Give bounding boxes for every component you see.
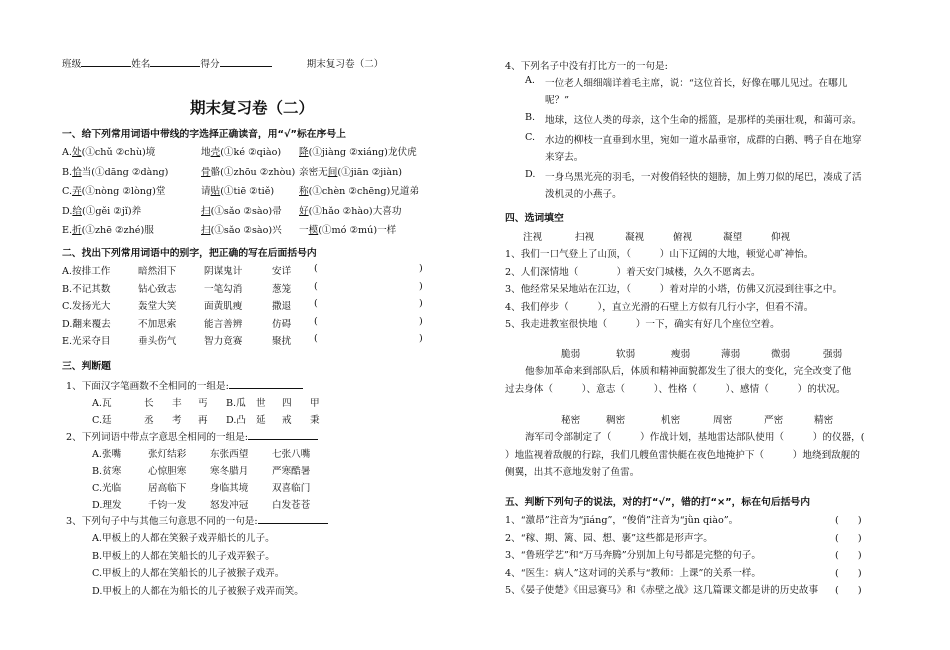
word-choice[interactable]: 注视	[523, 232, 543, 243]
pinyin-item-options: (①tiē ②tiě)	[220, 186, 275, 197]
answer-bracket-close[interactable]: )	[419, 263, 423, 274]
pinyin-item-options: (①ké ②qiào)	[220, 147, 282, 158]
typo-word: 仿碍	[272, 318, 292, 330]
q1-stem-text: 1、下面汉字笔画数不全相同的一组是:	[66, 381, 229, 392]
judgement-answer-bracket[interactable]: ( )	[835, 532, 862, 544]
pinyin-item-prefix: B.	[62, 166, 73, 178]
pinyin-target-char: 称	[299, 186, 309, 197]
pinyin-item-options: (①nòng ②lòng)堂	[81, 186, 166, 197]
word-choice[interactable]: 机密	[661, 415, 681, 426]
meaning-option-word[interactable]: C.光临	[92, 483, 122, 494]
page-title: 期末复习卷（二）	[190, 99, 315, 117]
sentence-option[interactable]: A.甲板上的人都在笑猴子戏弄船长的儿子。	[92, 533, 275, 544]
word-choice[interactable]: 扫视	[575, 232, 595, 243]
pinyin-target-char: 模	[308, 225, 319, 236]
q4-option-label[interactable]: C.	[525, 132, 536, 143]
answer-bracket-open[interactable]: (	[314, 280, 318, 292]
typo-word: B.不记其数	[62, 283, 111, 295]
q4-option-text: 地球，这位人类的母亲，这个生命的摇篮，是那样的美丽壮观，和蔼可亲。	[545, 115, 862, 126]
typo-word: 面黄肌瘦	[204, 301, 243, 312]
section1-heading: 一、给下列常用词语中带线的字选择正确读音，用“√”标在序号上	[62, 129, 346, 140]
section3-q3-stem	[66, 513, 328, 527]
pinyin-item-prefix: E.	[62, 225, 73, 236]
fill-blank-paragraph-line[interactable]: 过去身体（ ）、意志（ ）、性格（ ）、感情（ ）的状况。	[505, 383, 846, 395]
typo-word: 能言善辨	[204, 318, 243, 330]
pinyin-target-char: 好	[299, 205, 309, 217]
pinyin-item[interactable]	[201, 144, 281, 158]
sentence-option[interactable]: D.甲板上的人都在为船长的儿子被猴子戏弄而笑。	[92, 585, 304, 597]
typo-word: E.光采夺目	[62, 336, 111, 347]
pinyin-target-char: 恰	[72, 166, 82, 178]
meaning-option-word: 张灯结彩	[148, 449, 187, 460]
typo-word: 不加思索	[138, 318, 177, 330]
meaning-option-word: 七张八嘴	[272, 449, 311, 460]
stroke-option-char: 丐	[198, 398, 208, 409]
pinyin-item-options: (①hǎo ②hào)大喜功	[308, 205, 402, 217]
student-info-line	[62, 56, 383, 70]
meaning-option-word: 寒冬腊月	[210, 466, 249, 477]
pinyin-target-char: 降	[299, 147, 309, 158]
section3-heading: 三、判断题	[62, 361, 111, 372]
score-blank[interactable]	[220, 56, 272, 67]
fill-blank-sentence[interactable]: 1、我们一口气登上了山顶，（ ）山下辽阔的大地，顿觉心旷神怡。	[505, 249, 814, 260]
pinyin-item-options: (①chèn ②chēng)兄道弟	[308, 186, 420, 197]
pinyin-item[interactable]	[299, 183, 419, 197]
stroke-option-char: 四	[282, 398, 292, 409]
answer-bracket-open[interactable]: (	[314, 315, 318, 327]
meaning-option-word: 东张西望	[210, 449, 249, 460]
sentence-option[interactable]: C.甲板上的人都在笑船长的儿子被猴子戏弄。	[92, 568, 285, 579]
q4-option-label[interactable]: A.	[525, 75, 535, 86]
stroke-option-char: 世	[256, 398, 266, 409]
judgement-answer-bracket[interactable]: ( )	[835, 515, 862, 526]
pinyin-item-options: (①zhē ②zhé)服	[81, 225, 154, 236]
section5-heading: 五、判断下列句子的说法，对的打“√”，错的打“×”，标在句后括号内	[505, 497, 811, 508]
stroke-option-char: 丞	[144, 415, 154, 426]
meaning-option-word: 心惊胆寒	[148, 466, 187, 477]
paper-name: 期末复习卷（二）	[306, 59, 384, 70]
meaning-option-word: 身临其境	[210, 483, 249, 494]
meaning-option-word: 严寒酷暑	[272, 466, 311, 477]
pinyin-item-options: (①mó ②mú)一样	[318, 225, 397, 236]
pinyin-item[interactable]	[201, 222, 282, 236]
q4-option-text: 来穿去。	[545, 152, 584, 163]
fill-blank-sentence[interactable]: 3、他经常呆呆地站在江边，（ ）着对岸的小塔，仿佛又沉浸到往事之中。	[505, 284, 843, 295]
judgement-statement: 5、《晏子使楚》《田忌赛马》和《赤壁之战》这几篇课文都是讲的历史故事	[505, 585, 819, 596]
typo-word: 撒退	[272, 301, 292, 312]
pinyin-item[interactable]	[299, 164, 402, 178]
section3-q4-stem: 4、下列名子中没有打比方一的一句是:	[505, 61, 668, 72]
word-choice[interactable]: 俯视	[673, 232, 693, 243]
stroke-option-char: 长	[144, 398, 154, 409]
stroke-option-char: 秉	[310, 415, 320, 426]
typo-word: 葱笼	[272, 283, 292, 295]
pinyin-item[interactable]	[299, 203, 401, 217]
pinyin-item[interactable]	[62, 164, 168, 178]
word-choice[interactable]: 强弱	[823, 349, 843, 360]
typo-word: 一笔勾消	[204, 283, 243, 295]
word-choice[interactable]: 薄弱	[721, 349, 741, 360]
q2-stem-text: 2、下列词语中带点字意思全相同的一组是:	[66, 432, 249, 443]
stroke-option-char[interactable]: C.廷	[92, 415, 112, 426]
typo-word: 安详	[272, 266, 292, 277]
stroke-option-char[interactable]: B.瓜	[226, 398, 246, 409]
judgement-statement: 3、“鲁班学艺”和“万马奔腾”分别加上句号都是完整的句子。	[505, 550, 761, 561]
fill-blank-paragraph-line[interactable]: 侧翼，出其不意地发射了鱼雷。	[505, 467, 640, 478]
answer-bracket-open[interactable]: (	[314, 263, 318, 274]
fill-blank-paragraph-line[interactable]: 海军司令部制定了（ ）作战计划，基地雷达部队使用（ ）的仪器，(	[525, 432, 865, 443]
answer-bracket-open[interactable]: (	[314, 333, 318, 344]
judgement-statement: 2、“稼、期、篱、园、想、裹”这些都是形声字。	[505, 532, 713, 544]
pinyin-item[interactable]	[62, 183, 165, 197]
fill-blank-sentence[interactable]: 4、我们停步（ ），直立光滑的石壁上方似有几行小字，但看不清。	[505, 301, 814, 313]
q2-answer-blank[interactable]	[248, 429, 318, 440]
stroke-option-char: 甲	[310, 398, 320, 409]
typo-word: 暗然泪下	[138, 266, 177, 277]
answer-bracket-close[interactable]: )	[419, 280, 423, 292]
answer-bracket-open[interactable]: (	[314, 298, 318, 309]
judgement-answer-bracket[interactable]: ( )	[835, 550, 862, 561]
score-label: 得分	[200, 59, 220, 70]
word-choice[interactable]: 软弱	[616, 349, 636, 360]
meaning-option-word[interactable]: B.贫寒	[92, 466, 122, 477]
q4-option-text: 一位老人细细端详着毛主席，说：“这位首长，好像在哪儿见过。在哪儿	[545, 78, 848, 89]
class-blank[interactable]	[81, 56, 131, 67]
word-choice[interactable]: 脆弱	[561, 349, 581, 360]
pinyin-item-prefix: 一	[299, 225, 309, 236]
class-label: 班级	[62, 59, 82, 70]
pinyin-item-prefix: 地	[201, 147, 211, 158]
meaning-option-word: 白发苍苍	[272, 500, 311, 511]
stroke-option-char[interactable]: D.凸	[226, 415, 246, 426]
pinyin-item[interactable]	[201, 203, 282, 217]
pinyin-target-char: 给	[72, 205, 82, 217]
pinyin-item-prefix: 请	[201, 186, 211, 197]
stroke-option-char: 考	[172, 415, 182, 426]
typo-word: 钻心致志	[138, 283, 177, 295]
section4-heading: 四、选词填空	[505, 213, 564, 224]
answer-bracket-close[interactable]: )	[419, 298, 423, 309]
pinyin-item-prefix: 亲密无	[299, 166, 328, 178]
stroke-option-char[interactable]: A.瓦	[92, 398, 112, 409]
name-blank[interactable]	[150, 56, 200, 67]
pinyin-item-options: (①gěi ②jǐ)养	[82, 205, 142, 217]
typo-word: A.按排工作	[62, 266, 111, 277]
pinyin-item[interactable]	[201, 183, 274, 197]
q4-option-text: 呢？”	[545, 95, 570, 106]
pinyin-item[interactable]	[62, 203, 141, 217]
answer-bracket-close[interactable]: )	[419, 315, 423, 327]
word-choice[interactable]: 稠密	[606, 415, 626, 426]
typo-word: 聚扰	[272, 336, 292, 347]
answer-bracket-close[interactable]: )	[419, 333, 423, 344]
name-label: 姓名	[131, 59, 151, 70]
word-choice[interactable]: 凝望	[723, 232, 743, 243]
stroke-option-char: 再	[198, 415, 208, 426]
q3-answer-blank[interactable]	[258, 513, 328, 524]
word-choice[interactable]: 瘦弱	[671, 349, 691, 360]
pinyin-item-options: 当(①dāng ②dàng)	[81, 166, 169, 178]
judgement-answer-bracket[interactable]: ( )	[835, 585, 862, 596]
meaning-option-word: 居高临下	[148, 483, 187, 494]
typo-word: 垂头伤气	[138, 336, 177, 347]
stroke-option-char: 延	[256, 415, 266, 426]
pinyin-item-options: (①sǎo ②sào)帚	[210, 205, 282, 217]
fill-blank-paragraph-line[interactable]: 他参加革命来到部队后，体质和精神面貌都发生了很大的变化，完全改变了他	[525, 366, 852, 377]
meaning-option-word[interactable]: A.张嘴	[92, 449, 122, 460]
pinyin-target-char: 弄	[72, 186, 82, 197]
q1-answer-blank[interactable]	[229, 378, 303, 389]
pinyin-target-char: 骨	[201, 166, 211, 178]
pinyin-item-options: (①jiàng ②xiáng)龙伏虎	[308, 147, 417, 158]
sentence-option[interactable]: B.甲板上的人都在笑船长的儿子戏弄猴子。	[92, 550, 275, 562]
meaning-option-word: 怒发冲冠	[210, 500, 249, 511]
q3-stem-text: 3、下列句子中与其他三句意思不同的一句是:	[66, 516, 258, 527]
word-choice[interactable]: 微弱	[771, 349, 791, 360]
pinyin-item[interactable]	[62, 144, 155, 158]
section3-q1-stem	[66, 378, 303, 392]
meaning-option-word: 双喜临门	[272, 483, 311, 494]
pinyin-item[interactable]	[299, 222, 396, 236]
pinyin-item[interactable]	[62, 222, 154, 236]
pinyin-target-char: 折	[72, 225, 82, 236]
word-choice[interactable]: 秘密	[561, 415, 581, 426]
meaning-option-word: 千钧一发	[148, 500, 187, 511]
pinyin-item-options: (①chǔ ②chù)境	[81, 147, 156, 158]
judgement-statement: 1、“激昂”注音为“jīáng”，“俊俏”注音为“jǜn qiào”。	[505, 515, 739, 526]
pinyin-item-prefix: C.	[62, 186, 73, 197]
fill-blank-paragraph-line[interactable]: ）地监视着敌舰的行踪，我们几艘鱼雷快艇在夜色地掩护下（ ）地绕到敌舰的	[505, 449, 860, 461]
pinyin-item-prefix: D.	[62, 205, 73, 217]
word-choice[interactable]: 凝视	[625, 232, 645, 243]
q4-option-label[interactable]: B.	[525, 112, 536, 123]
meaning-option-word[interactable]: D.理发	[92, 500, 122, 511]
q4-option-text: 一身乌黑光亮的羽毛，一对俊俏轻快的翅膀，加上剪刀似的尾巴，凑成了活	[545, 172, 862, 183]
pinyin-item[interactable]	[201, 164, 295, 178]
word-choice[interactable]: 仰视	[771, 232, 791, 243]
pinyin-target-char: 扫	[201, 225, 211, 236]
stroke-option-char: 丰	[172, 398, 182, 409]
word-choice[interactable]: 周密	[713, 415, 733, 426]
pinyin-target-char: 间	[327, 166, 338, 178]
typo-word: 轰堂大笑	[138, 301, 177, 312]
fill-blank-sentence[interactable]: 5、我走进教室很快地（ ）一下，确实有好几个座位空着。	[505, 319, 780, 330]
typo-word: 智力竟赛	[204, 336, 243, 347]
stroke-option-char: 戒	[282, 415, 292, 426]
pinyin-item-options: (①sǎo ②sào)兴	[210, 225, 282, 236]
section2-heading: 二、找出下列常用词语中的别字，把正确的写在后面括号内	[62, 248, 317, 259]
q4-option-text: 泼机灵的小燕子。	[545, 189, 622, 200]
pinyin-target-char: 贴	[210, 186, 221, 197]
pinyin-item-prefix: A.	[62, 147, 72, 158]
pinyin-target-char: 扫	[201, 205, 211, 217]
pinyin-target-char: 处	[71, 147, 82, 158]
q4-option-label[interactable]: D.	[525, 169, 536, 180]
q4-option-text: 水边的柳枝一直垂到水里，宛如一道水晶垂帘，成群的白鹅、鸭子自在地穿	[545, 135, 862, 146]
fill-blank-sentence[interactable]: 2、人们深情地（ ）着天安门城楼，久久不愿离去。	[505, 266, 761, 278]
typo-word: 阴谋鬼计	[204, 266, 243, 277]
section3-q2-stem	[66, 429, 318, 443]
pinyin-item-options: (①jiān ②jiàn)	[337, 166, 402, 178]
pinyin-target-char: 壳	[210, 147, 221, 158]
judgement-answer-bracket[interactable]: ( )	[835, 567, 862, 579]
pinyin-item[interactable]	[299, 144, 417, 158]
typo-word: C.发扬光大	[62, 301, 111, 312]
word-choice[interactable]: 精密	[814, 415, 834, 426]
word-choice[interactable]: 严密	[764, 415, 784, 426]
judgement-statement: 4、“医生：病人”这对词的关系与“教师：上课”的关系一样。	[505, 567, 761, 579]
pinyin-item-options: 骼(①zhōu ②zhòu)	[210, 166, 296, 178]
typo-word: D.翻来覆去	[62, 318, 111, 330]
